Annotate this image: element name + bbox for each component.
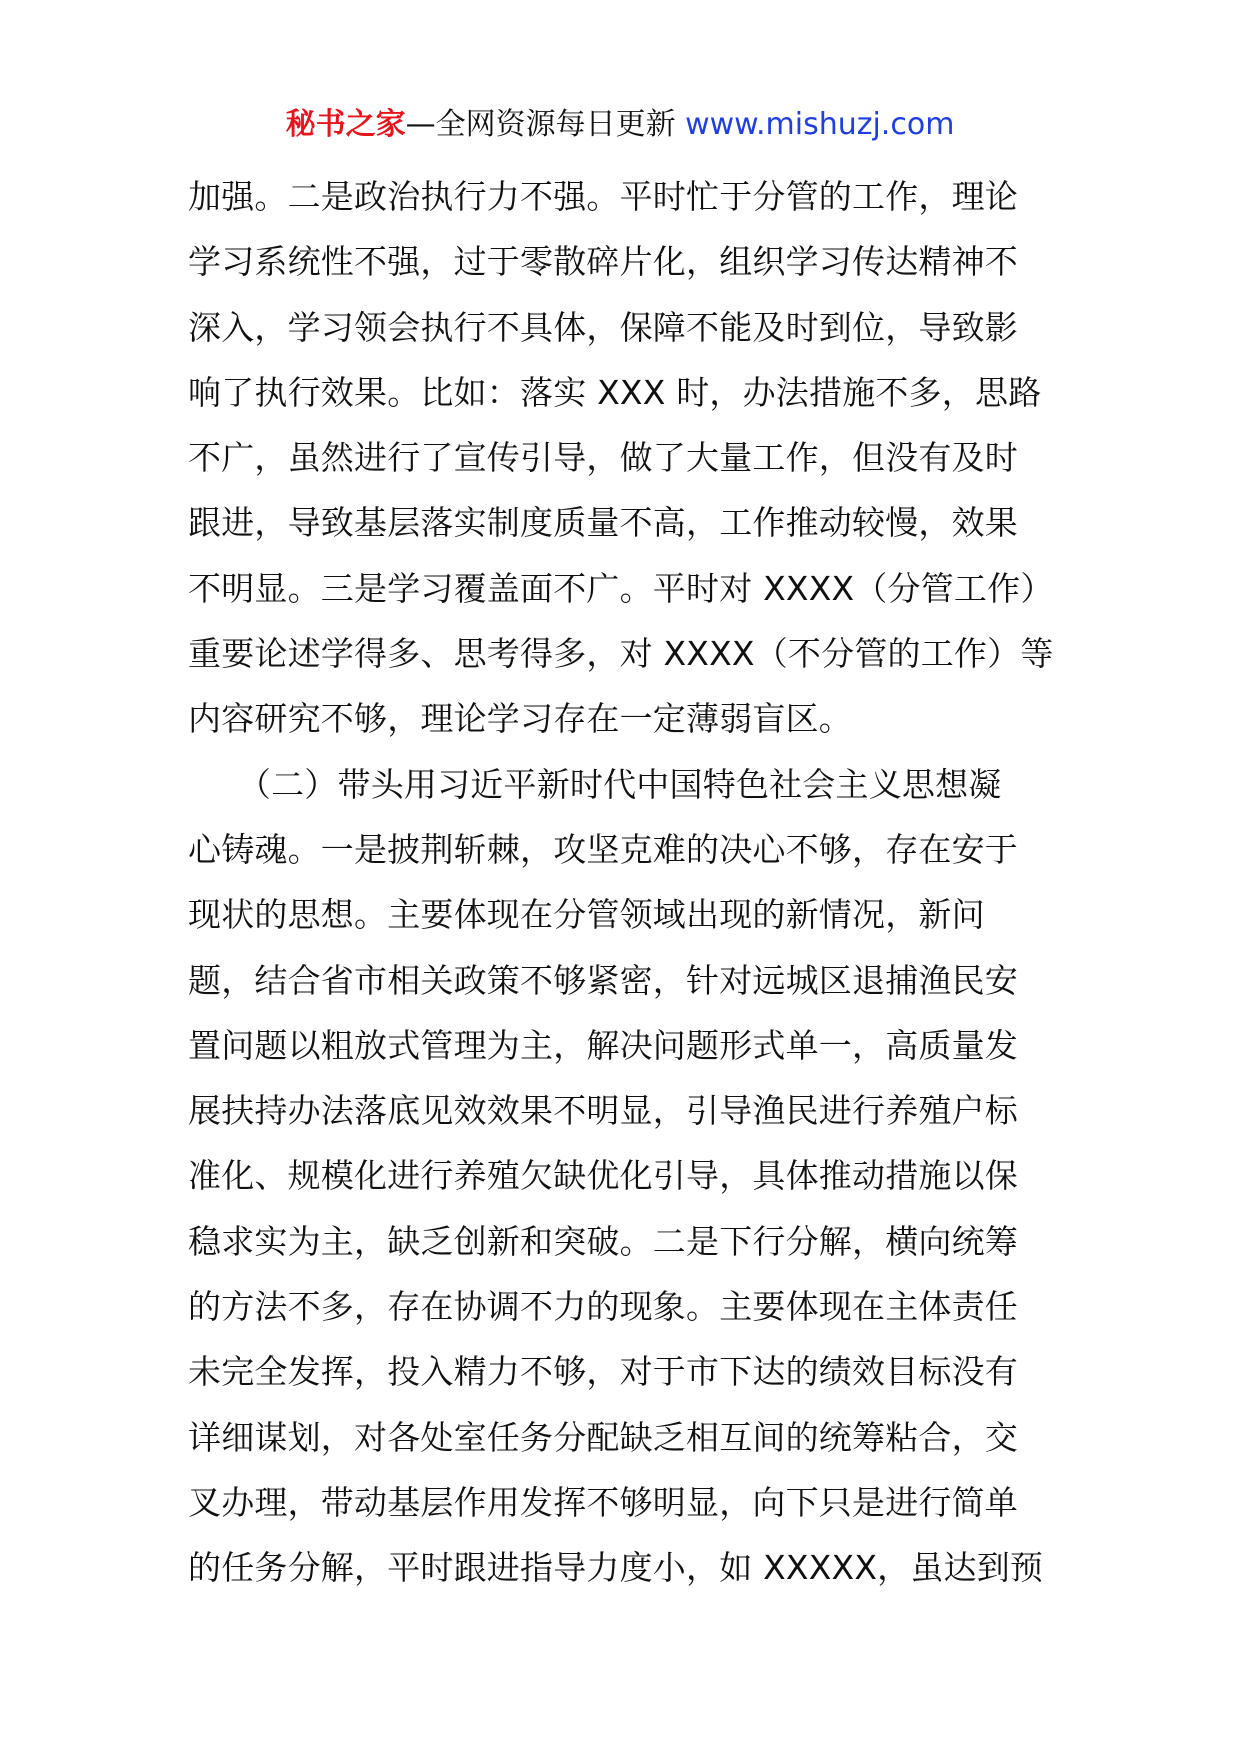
text-line: 现状的思想。主要体现在分管领域出现的新情况，新问 (188, 895, 985, 935)
text-line: 不广，虽然进行了宣传引导，做了大量工作，但没有及时 (188, 438, 1018, 478)
text-line: 深入，学习领会执行不具体，保障不能及时到位，导致影 (188, 307, 1018, 347)
text-line: 不明显。三是学习覆盖面不广。平时对 XXXX（分管工作） (188, 568, 1054, 608)
document-body (188, 164, 1068, 1601)
text-line: 未完全发挥，投入精力不够，对于市下达的绩效目标没有 (188, 1352, 1018, 1392)
text-line: 置问题以粗放式管理为主，解决问题形式单一，高质量发 (188, 1025, 1018, 1065)
text-line: 重要论述学得多、思考得多，对 XXXX（不分管的工作）等 (188, 634, 1054, 674)
section-heading-line: （二）带头用习近平新时代中国特色社会主义思想凝 (188, 764, 1002, 804)
site-url-link[interactable]: www.mishuzj.com (675, 107, 955, 142)
text-line: 心铸魂。一是披荆斩棘，攻坚克难的决心不够，存在安于 (188, 829, 1018, 869)
brand-name: 秘书之家 (285, 107, 406, 142)
text-line: 学习系统性不强，过于零散碎片化，组织学习传达精神不 (188, 242, 1018, 282)
text-line: 准化、规模化进行养殖欠缺优化引导，具体推动措施以保 (188, 1156, 1018, 1196)
text-line: 展扶持办法落底见效效果不明显，引导渔民进行养殖户标 (188, 1091, 1018, 1131)
text-line: 叉办理，带动基层作用发挥不够明显，向下只是进行简单 (188, 1482, 1018, 1522)
text-line: 的任务分解，平时跟进指导力度小，如 XXXXX，虽达到预 (188, 1548, 1044, 1588)
text-line: 响了执行效果。比如：落实 XXX 时，办法措施不多，思路 (188, 372, 1042, 412)
text-line: 题，结合省市相关政策不够紧密，针对远城区退捕渔民安 (188, 960, 1018, 1000)
page-header (0, 100, 1240, 150)
text-line: 稳求实为主，缺乏创新和突破。二是下行分解，横向统筹 (188, 1221, 1018, 1261)
text-line: 详细谋划，对各处室任务分配缺乏相互间的统筹粘合，交 (188, 1417, 1018, 1457)
text-line: 加强。二是政治执行力不强。平时忙于分管的工作，理论 (188, 177, 1018, 216)
text-line: 跟进，导致基层落实制度质量不高，工作推动较慢，效果 (188, 503, 1018, 543)
text-line: 的方法不多，存在协调不力的现象。主要体现在主体责任 (188, 1287, 1018, 1327)
text-line: 内容研究不够，理论学习存在一定薄弱盲区。 (188, 699, 852, 739)
header-tagline: —全网资源每日更新 (405, 107, 676, 142)
